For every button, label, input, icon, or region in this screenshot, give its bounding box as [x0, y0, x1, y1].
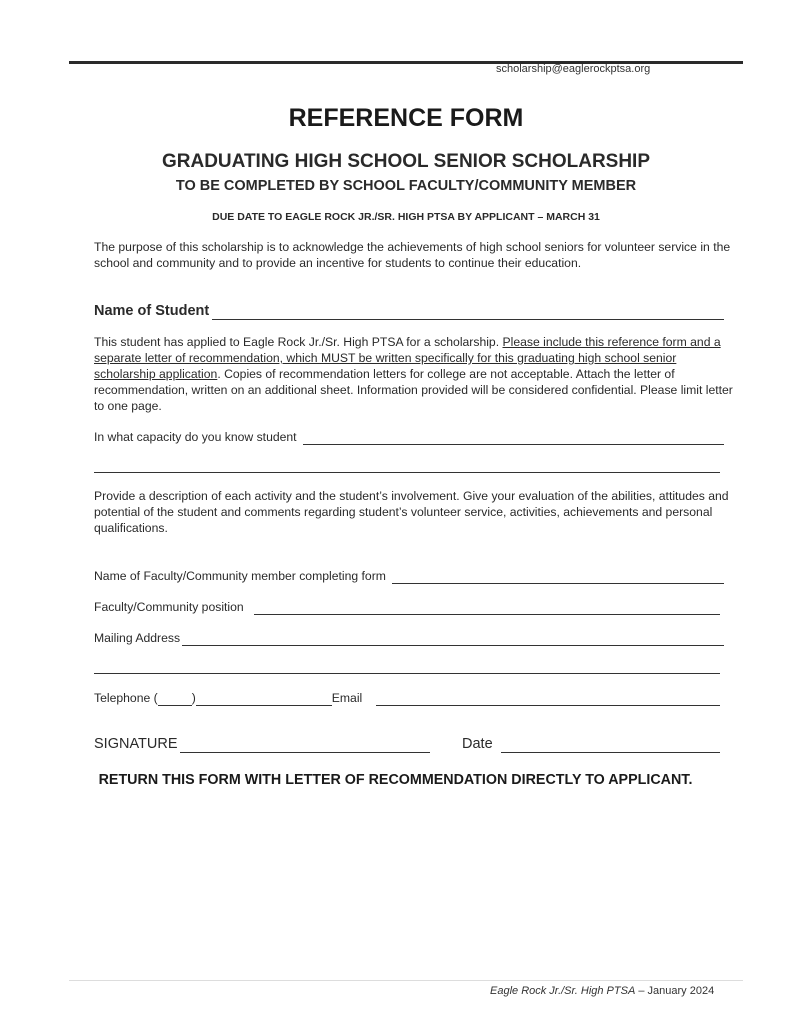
date-field[interactable]	[462, 733, 720, 753]
faculty-name-line[interactable]	[392, 582, 724, 584]
telephone-paren: )	[191, 691, 196, 705]
signature-line[interactable]	[180, 751, 430, 753]
due-date-note: DUE DATE TO EAGLE ROCK JR./SR. HIGH PTSA BY APPLICANT – MARCH 31	[212, 211, 600, 223]
position-line[interactable]	[254, 613, 720, 615]
purpose-paragraph: The purpose of this scholarship is to acknowledge the achievements of high school seniors for volunteer service in the school and community and to provide an incentive for students to continue their education.	[94, 240, 731, 270]
telephone-line[interactable]	[196, 704, 332, 706]
description-paragraph: Provide a description of each activity and the student’s involvement. Give your evaluation of the abilities, attitudes and potential of the student and comments regarding student’s volunteer service, activities, achievements and personal qualifications.	[94, 489, 729, 535]
telephone-email-field[interactable]	[94, 686, 720, 706]
mailing-address-label: Mailing Address	[94, 631, 181, 645]
position-label: Faculty/Community position	[94, 600, 244, 614]
mailing-address-line[interactable]	[182, 644, 724, 646]
instructions-emphasis-1: Please include this reference form and a	[502, 335, 721, 349]
capacity-label: In what capacity do you know student	[94, 430, 297, 444]
contact-email: scholarship@eaglerockptsa.org	[496, 63, 651, 75]
form-title: REFERENCE FORM	[288, 104, 524, 132]
signature-field[interactable]	[94, 733, 430, 753]
capacity-line[interactable]	[303, 443, 724, 445]
date-line[interactable]	[501, 751, 720, 753]
capacity-field[interactable]	[94, 425, 724, 445]
footer-date: – January 2024	[635, 985, 715, 997]
date-label: Date	[462, 736, 493, 752]
telephone-label: Telephone (	[94, 691, 158, 705]
return-instruction: RETURN THIS FORM WITH LETTER OF RECOMMENDATION DIRECTLY TO APPLICANT.	[98, 772, 693, 788]
name-of-student-line[interactable]	[212, 318, 724, 320]
footer-text	[490, 985, 714, 997]
faculty-name-field[interactable]	[94, 564, 724, 584]
instructions-paragraph	[94, 334, 734, 414]
mailing-address-line-2[interactable]	[94, 673, 720, 674]
instructions-emphasis-2: separate letter of recommendation, which MUST be written specifically for this graduating high school senior	[94, 351, 677, 365]
email-label: Email	[331, 691, 363, 705]
email-line[interactable]	[376, 704, 720, 706]
instructions-emphasis-3: scholarship application	[94, 367, 218, 381]
footer-rule	[69, 980, 743, 981]
name-of-student-field[interactable]	[94, 300, 724, 320]
faculty-name-label: Name of Faculty/Community member completing form	[94, 569, 386, 583]
capacity-line-2[interactable]	[94, 472, 720, 473]
name-of-student-label: Name of Student	[94, 303, 210, 319]
mailing-address-field[interactable]	[94, 626, 724, 646]
instructions-text-2: . Copies of recommendation letters for college are not acceptable. Attach the letter of recommendation, written on an additional sheet. Information provided will be considered confidential. Please limit letter to one page.	[94, 367, 733, 413]
form-subtitle: GRADUATING HIGH SCHOOL SENIOR SCHOLARSHIP	[161, 151, 651, 172]
form-audience: TO BE COMPLETED BY SCHOOL FACULTY/COMMUNITY MEMBER	[175, 178, 637, 194]
footer-org: Eagle Rock Jr./Sr. High PTSA	[490, 985, 636, 997]
instructions-text-1: This student has applied to Eagle Rock Jr./Sr. High PTSA for a scholarship.	[94, 335, 503, 349]
area-code-line[interactable]	[158, 704, 192, 706]
position-field[interactable]	[94, 595, 720, 615]
signature-label: SIGNATURE	[94, 736, 178, 752]
